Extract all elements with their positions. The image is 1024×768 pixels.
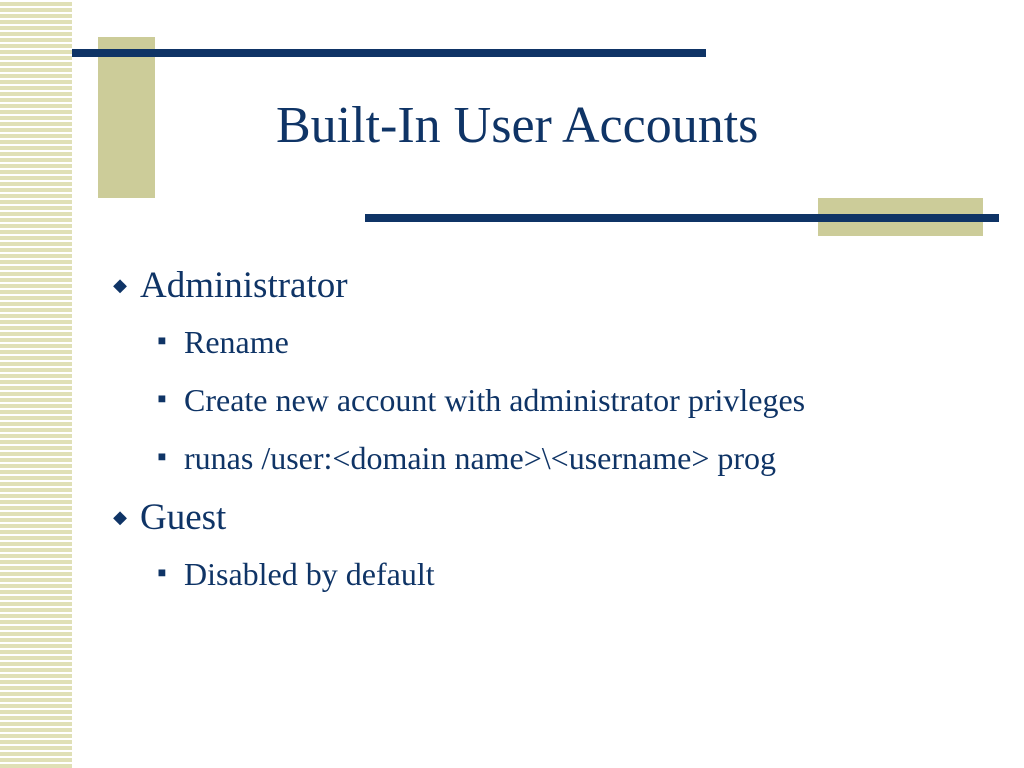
- title-rule-bottom: [365, 214, 999, 222]
- slide-title: Built-In User Accounts: [276, 97, 759, 154]
- square-bullet-icon: ■: [157, 566, 167, 581]
- sub-bullet-item: [140, 436, 1000, 480]
- square-bullet-icon: ■: [157, 392, 167, 407]
- sub-bullet-item: [140, 320, 1000, 364]
- decorative-block-top: [98, 37, 155, 198]
- title-rule-top: [72, 49, 706, 57]
- sub-bullet-item: [140, 378, 1000, 422]
- left-striped-border: [0, 0, 72, 768]
- sub-bullet-label: Disabled by default: [184, 555, 435, 592]
- bullet-label: Guest: [140, 496, 227, 538]
- diamond-bullet-icon: ◆: [113, 274, 127, 295]
- sub-bullet-label: Rename: [184, 323, 289, 360]
- bullet-list: [100, 262, 1000, 610]
- sub-bullet-label: Create new account with administrator privleges: [184, 381, 806, 418]
- diamond-bullet-icon: ◆: [113, 506, 127, 527]
- sub-bullet-item: [140, 552, 1000, 596]
- bullet-item-guest: [100, 494, 1000, 540]
- bullet-label: Administrator: [140, 264, 348, 306]
- sub-bullet-label: runas /user:<domain name>\<username> prog: [184, 439, 777, 476]
- square-bullet-icon: ■: [157, 334, 167, 349]
- bullet-item-administrator: [100, 262, 1000, 308]
- square-bullet-icon: ■: [157, 450, 167, 465]
